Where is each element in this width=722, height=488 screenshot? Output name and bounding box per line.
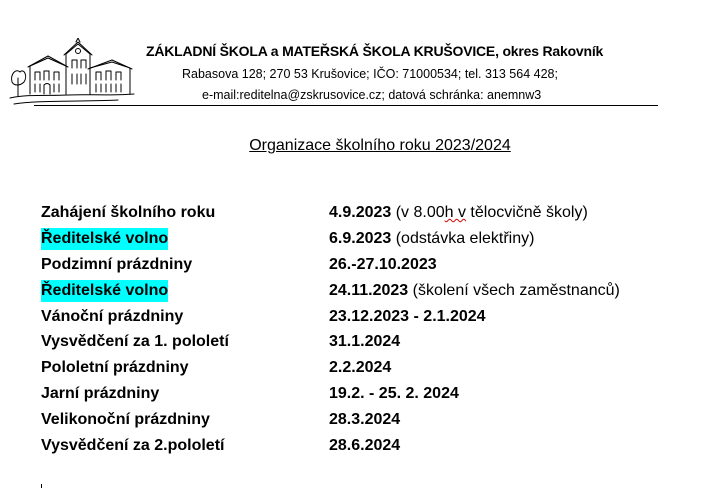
text-cursor bbox=[41, 484, 42, 488]
schedule-label: Vánoční prázdniny bbox=[41, 307, 184, 325]
schedule-label: Pololetní prázdniny bbox=[41, 359, 189, 377]
schedule-row bbox=[41, 383, 701, 409]
schedule-row bbox=[41, 202, 701, 228]
schedule-date: 31.1.2024 bbox=[329, 333, 401, 351]
schedule-date: 24.11.2023 bbox=[329, 281, 409, 299]
schedule-value bbox=[329, 228, 534, 250]
schedule-value bbox=[329, 383, 459, 405]
schedule-row bbox=[41, 357, 701, 383]
schedule-value bbox=[329, 280, 620, 302]
schedule-label: Velikonoční prázdniny bbox=[41, 411, 210, 429]
schedule-value bbox=[329, 306, 486, 328]
schedule-date: 28.6.2024 bbox=[329, 437, 401, 455]
schedule-value bbox=[329, 202, 588, 224]
schedule-row bbox=[41, 409, 701, 435]
schedule-note: (školení všech zaměstnanců) bbox=[408, 281, 620, 299]
schedule-label: Jarní prázdniny bbox=[41, 385, 160, 403]
schedule-row bbox=[41, 306, 701, 332]
schedule-label: Vysvědčení za 1. pololetí bbox=[41, 333, 229, 351]
schedule-date: 4.9.2023 bbox=[329, 204, 392, 221]
schedule-label: Podzimní prázdniny bbox=[41, 255, 193, 273]
schedule-note: (v 8.00 bbox=[391, 204, 445, 221]
spellcheck-flag: h v bbox=[444, 204, 466, 221]
schedule-row bbox=[41, 331, 701, 357]
schedule-date: 19.2. - 25. 2. 2024 bbox=[329, 385, 459, 403]
schedule-label: Ředitelské volno bbox=[41, 228, 168, 250]
school-contact: e-mail:reditelna@zskrusovice.cz; datová schránka: anemnw3 bbox=[202, 88, 542, 102]
schedule-value bbox=[329, 357, 391, 379]
schedule-label: Ředitelské volno bbox=[41, 280, 168, 302]
schedule-row bbox=[41, 280, 701, 306]
schedule-date: 23.12.2023 - 2.1.2024 bbox=[329, 307, 486, 325]
schedule-row bbox=[41, 228, 701, 254]
schedule-note: (odstávka elektřiny) bbox=[391, 229, 535, 247]
schedule-row bbox=[41, 254, 701, 280]
schedule-date: 26.-27.10.2023 bbox=[329, 255, 437, 273]
letterhead bbox=[0, 0, 722, 120]
schedule-value bbox=[329, 254, 437, 276]
schedule-date: 2.2.2024 bbox=[329, 359, 392, 377]
school-name: ZÁKLADNÍ ŠKOLA a MATEŘSKÁ ŠKOLA KRUŠOVICE, okres Rakovník bbox=[146, 43, 604, 59]
schedule-row bbox=[41, 435, 701, 461]
schedule-date: 6.9.2023 bbox=[329, 229, 392, 247]
schedule-note: tělocvičně školy) bbox=[465, 204, 588, 221]
schedule-value bbox=[329, 435, 400, 457]
page-title: Organizace školního roku 2023/2024 bbox=[249, 137, 511, 154]
schedule-value bbox=[329, 409, 400, 431]
schedule-value bbox=[329, 331, 400, 353]
schedule-list bbox=[41, 202, 701, 461]
school-address: Rabasova 128; 270 53 Krušovice; IČO: 71000534; tel. 313 564 428; bbox=[182, 67, 558, 81]
schedule-date: 28.3.2024 bbox=[329, 411, 401, 429]
schedule-label: Vysvědčení za 2.pololetí bbox=[41, 437, 225, 455]
schedule-label: Zahájení školního roku bbox=[41, 204, 216, 221]
header-divider bbox=[34, 105, 658, 106]
school-building-sketch-icon bbox=[8, 38, 136, 112]
